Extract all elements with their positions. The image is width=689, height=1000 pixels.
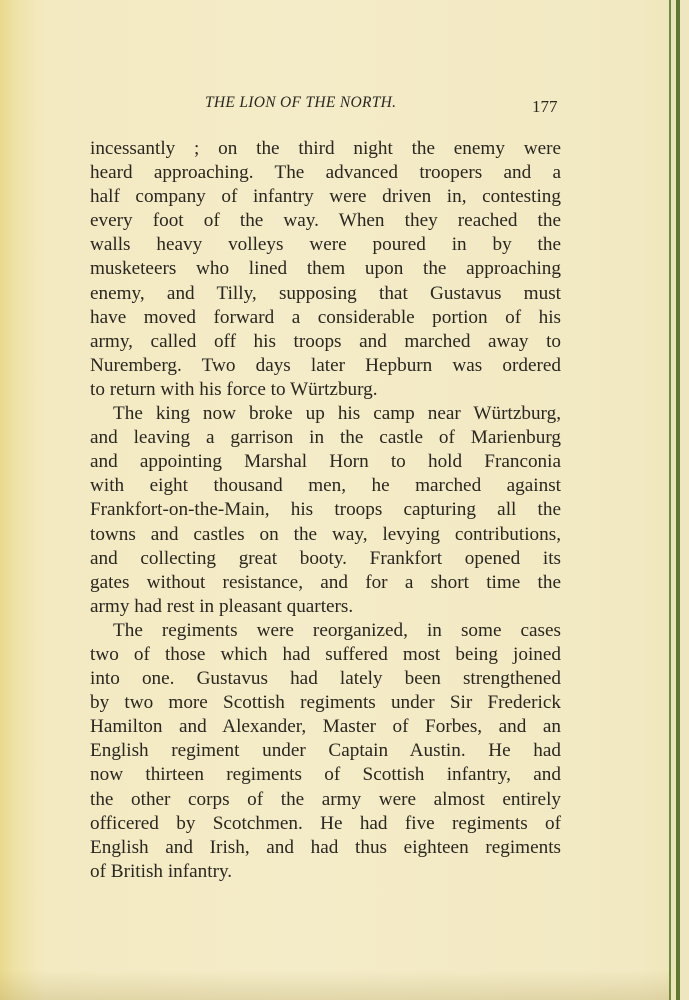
text-line: half company of infantry were driven in, contesting [90, 186, 561, 208]
text-line: officered by Scotchmen. He had five regiments of [90, 812, 561, 834]
text-line: gates without resistance, and for a short time the [90, 571, 561, 593]
text-line: of British infantry. [90, 860, 233, 882]
text-line: The regiments were reorganized, in some cases [113, 619, 561, 641]
running-title: THE LION OF THE NORTH. [205, 94, 397, 111]
text-line: Hamilton and Alexander, Master of Forbes, and an [90, 716, 561, 738]
text-line: walls heavy volleys were poured in by the [90, 234, 561, 256]
text-line: into one. Gustavus had lately been strengthened [90, 668, 561, 690]
text-line: to return with his force to Würtzburg. [90, 378, 378, 400]
text-line: enemy, and Tilly, supposing that Gustavus must [90, 282, 561, 304]
page-shadow [0, 970, 689, 1000]
text-line: the other corps of the army were almost entirely [90, 788, 561, 810]
text-line: have moved forward a considerable portion of his [90, 306, 561, 328]
text-line: English and Irish, and had thus eighteen regiments [90, 836, 561, 858]
text-line: towns and castles on the way, levying contributions, [90, 523, 561, 545]
text-line: army, called off his troops and marched away to [90, 330, 561, 352]
text-line: now thirteen regiments of Scottish infantry, and [90, 764, 561, 786]
text-line: every foot of the way. When they reached the [90, 210, 561, 232]
text-line: by two more Scottish regiments under Sir Frederick [90, 692, 561, 714]
text-line: and appointing Marshal Horn to hold Franconia [90, 451, 561, 473]
text-line: and leaving a garrison in the castle of Marienburg [90, 427, 561, 449]
text-line: English regiment under Captain Austin. He had [90, 740, 561, 762]
text-line: heard approaching. The advanced troopers and a [90, 162, 561, 184]
text-line: The king now broke up his camp near Würtzburg, [113, 403, 561, 425]
text-line: and collecting great booty. Frankfort opened its [90, 547, 561, 569]
book-edge-margin [680, 0, 689, 1000]
body-text [90, 137, 561, 884]
page-number: 177 [532, 97, 558, 116]
text-line: incessantly ; on the third night the enemy were [90, 138, 561, 159]
text-line: army had rest in pleasant quarters. [90, 595, 354, 617]
text-line: Frankfort-on-the-Main, his troops capturing all the [90, 499, 561, 521]
text-line: with eight thousand men, he marched against [90, 475, 561, 497]
text-line: Nuremberg. Two days later Hepburn was ordered [90, 354, 561, 376]
text-line: two of those which had suffered most being joined [90, 643, 561, 665]
text-line: musketeers who lined them upon the approaching [90, 258, 561, 280]
